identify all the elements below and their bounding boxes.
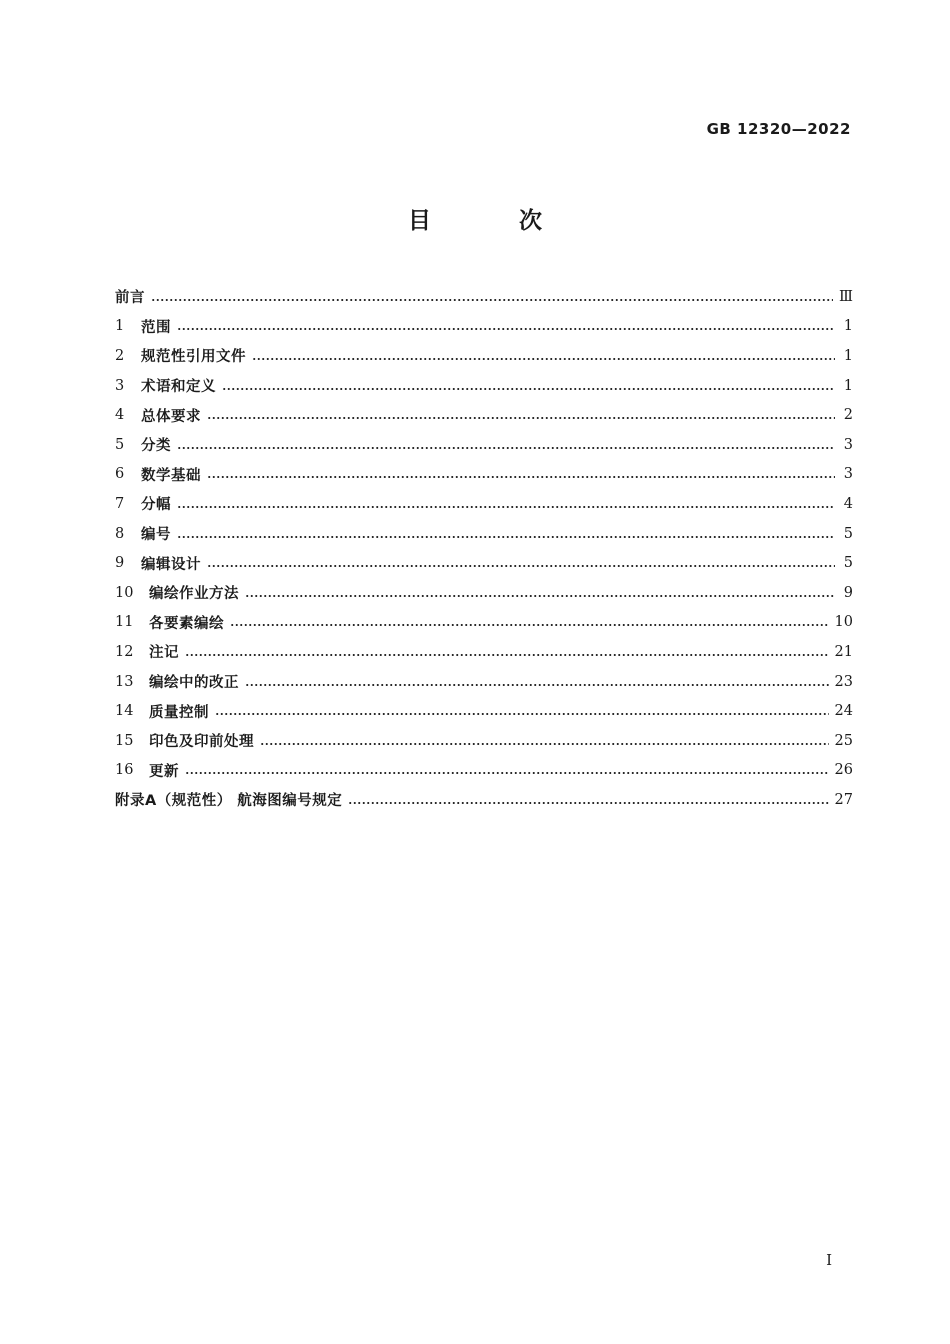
toc-leader-dots [207, 416, 835, 420]
toc-entry-label: 范围 [141, 319, 171, 336]
toc-entry[interactable] [115, 756, 853, 786]
toc-entry-label: 注记 [149, 645, 179, 662]
toc-entry-label: 规范性引用文件 [141, 349, 246, 366]
toc-entry-label: 质量控制 [149, 704, 209, 721]
toc-entry[interactable] [115, 430, 853, 460]
toc-entry-number: 2 [115, 347, 125, 364]
document-code: GB 12320—2022 [706, 120, 851, 138]
toc-entry[interactable] [115, 341, 853, 371]
toc-entry[interactable] [115, 548, 853, 578]
toc-entry-label: 编绘中的改正 [149, 675, 239, 692]
toc-entry-page: 24 [834, 703, 853, 720]
toc-leader-dots [348, 801, 828, 805]
toc-entry[interactable] [115, 637, 853, 667]
toc-leader-dots [185, 771, 829, 775]
toc-leader-dots [252, 357, 835, 361]
table-of-contents [115, 282, 853, 815]
toc-entry-label: 印色及印前处理 [149, 734, 254, 751]
toc-entry-label: 附录A（规范性） 航海图编号规定 [115, 793, 343, 810]
toc-entry-label: 更新 [149, 763, 179, 780]
page-title: 目 次 [407, 208, 582, 234]
toc-entry-number: 9 [115, 555, 125, 572]
toc-entry-page: 3 [843, 436, 853, 453]
toc-entry-label: 总体要求 [141, 408, 201, 425]
toc-entry-page: 26 [834, 762, 853, 779]
toc-leader-dots [177, 505, 835, 509]
toc-entry-number: 5 [115, 436, 125, 453]
toc-entry[interactable] [115, 785, 853, 815]
toc-entry-page: 10 [834, 614, 853, 631]
toc-entry-number: 16 [115, 762, 134, 779]
toc-entry-number: 8 [115, 525, 125, 542]
toc-entry-number: 3 [115, 377, 125, 394]
page-number: I [826, 1251, 832, 1269]
toc-entry-label: 各要素编绘 [149, 615, 224, 632]
toc-entry-number: 11 [115, 614, 134, 631]
toc-entry-page: 1 [843, 347, 853, 364]
toc-entry[interactable] [115, 696, 853, 726]
toc-entry-label: 编绘作业方法 [149, 586, 239, 603]
toc-entry-number: 7 [115, 495, 125, 512]
toc-entry[interactable] [115, 312, 853, 342]
toc-entry-page: 23 [834, 673, 853, 690]
toc-entry-number: 12 [115, 643, 134, 660]
toc-entry-label: 分幅 [141, 497, 171, 514]
toc-leader-dots [207, 475, 835, 479]
toc-entry-page: Ⅲ [839, 288, 853, 305]
toc-entry-label: 编辑设计 [141, 556, 201, 573]
toc-entry-number: 10 [115, 584, 134, 601]
toc-entry-page: 25 [834, 732, 853, 749]
toc-entry[interactable] [115, 371, 853, 401]
toc-leader-dots [230, 623, 829, 627]
toc-entry-page: 5 [843, 525, 853, 542]
toc-entry-page: 27 [834, 791, 853, 808]
toc-entry-label: 数学基础 [141, 467, 201, 484]
toc-leader-dots [177, 535, 835, 539]
toc-entry-page: 2 [843, 407, 853, 424]
toc-entry-number: 1 [115, 318, 125, 335]
toc-entry[interactable] [115, 489, 853, 519]
toc-entry[interactable] [115, 400, 853, 430]
toc-entry[interactable] [115, 667, 853, 697]
toc-leader-dots [245, 594, 835, 598]
toc-entry-number: 4 [115, 407, 125, 424]
toc-entry[interactable] [115, 519, 853, 549]
toc-entry-number: 13 [115, 673, 134, 690]
toc-leader-dots [222, 387, 835, 391]
toc-entry[interactable] [115, 282, 853, 312]
toc-entry-label: 前言 [115, 290, 145, 307]
toc-entry[interactable] [115, 608, 853, 638]
toc-leader-dots [215, 712, 829, 716]
toc-entry[interactable] [115, 578, 853, 608]
toc-entry-label: 分类 [141, 438, 171, 455]
toc-entry-label: 术语和定义 [141, 379, 216, 396]
toc-leader-dots [151, 298, 833, 302]
toc-entry[interactable] [115, 726, 853, 756]
toc-leader-dots [245, 683, 829, 687]
toc-entry-page: 5 [843, 555, 853, 572]
toc-leader-dots [185, 653, 829, 657]
toc-entry-page: 1 [843, 377, 853, 394]
toc-leader-dots [177, 327, 835, 331]
toc-entry-page: 1 [843, 318, 853, 335]
toc-leader-dots [177, 446, 835, 450]
toc-entry-page: 4 [843, 495, 853, 512]
toc-leader-dots [260, 742, 829, 746]
toc-entry-label: 编号 [141, 527, 171, 544]
toc-entry-page: 21 [834, 643, 853, 660]
toc-entry-page: 3 [843, 466, 853, 483]
toc-entry-number: 15 [115, 732, 134, 749]
toc-leader-dots [207, 564, 835, 568]
toc-entry-number: 6 [115, 466, 125, 483]
toc-entry-page: 9 [843, 584, 853, 601]
toc-entry[interactable] [115, 460, 853, 490]
toc-entry-number: 14 [115, 703, 134, 720]
